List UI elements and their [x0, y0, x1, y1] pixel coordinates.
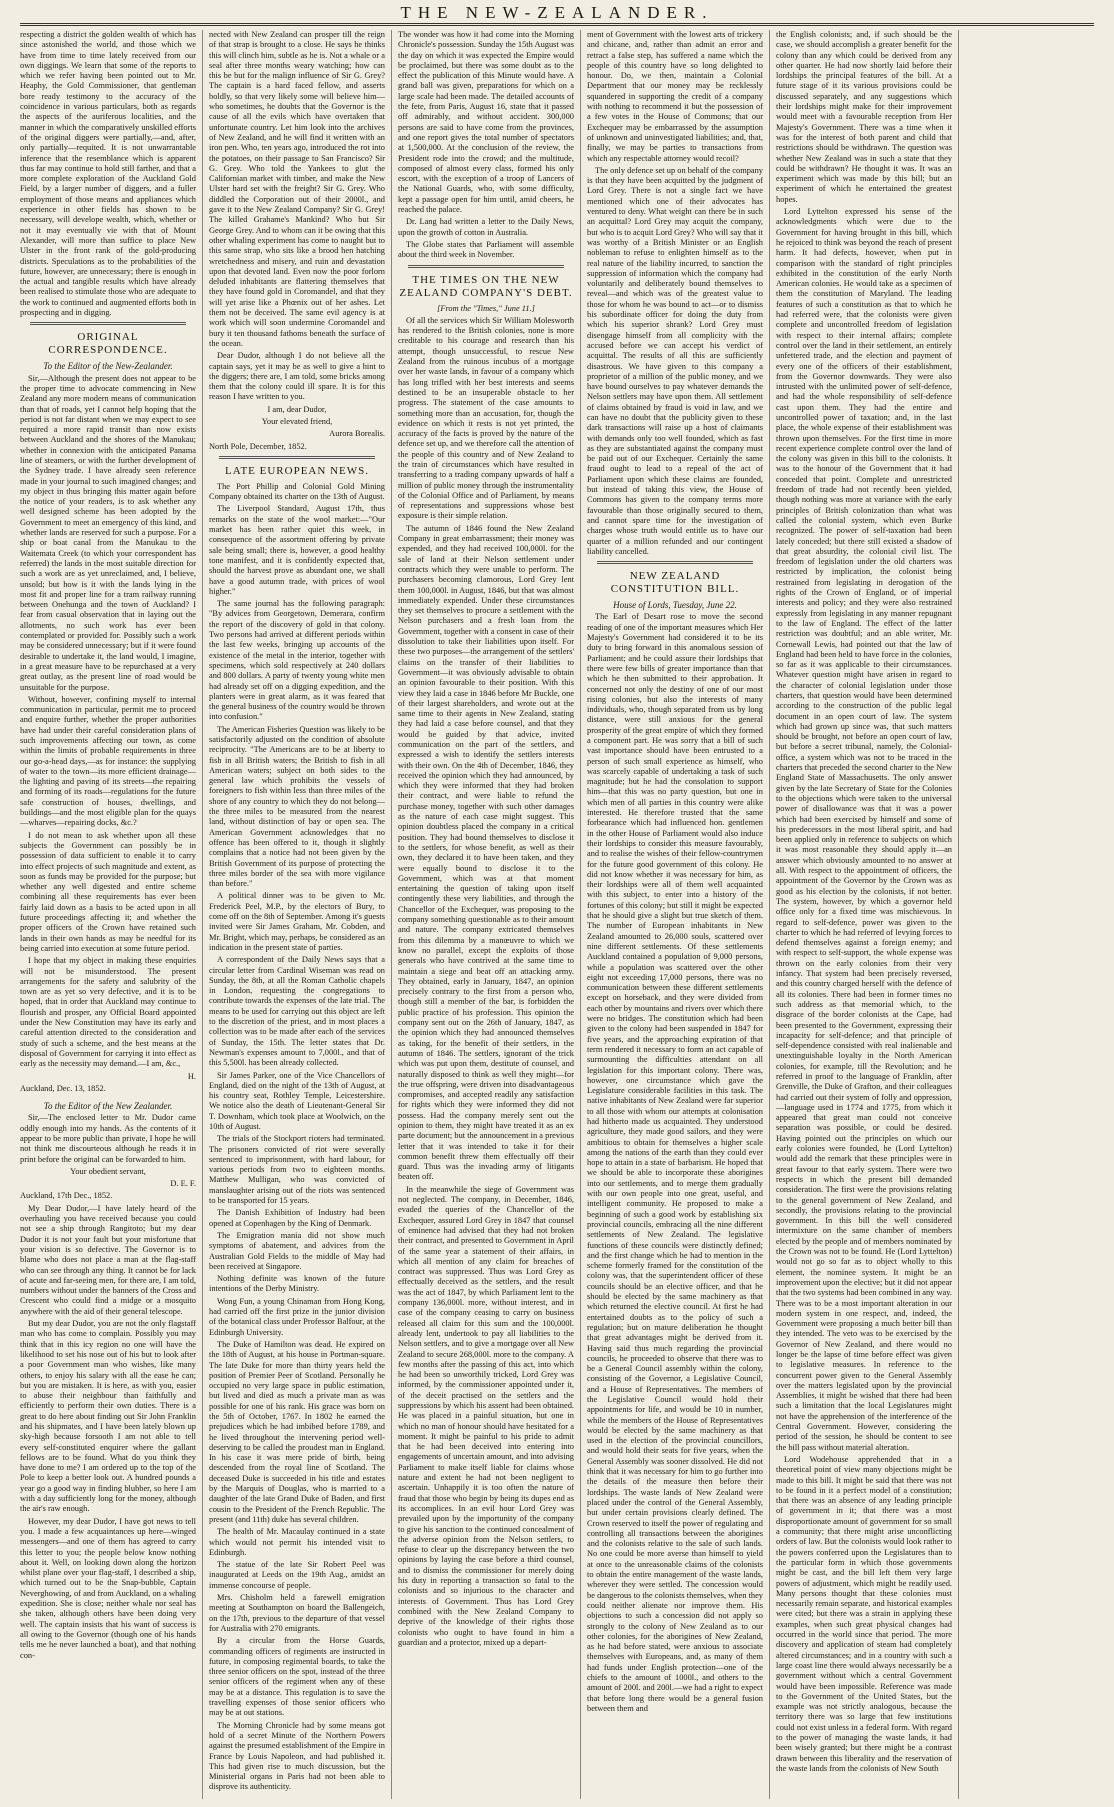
news-paragraph: Wong Fun, a young Chinaman from Hong Kong, had carried off the first prize in the junior division of the botanical class under Professor Balfour, at the Edinburgh University. — [209, 1296, 385, 1337]
section-heading: THE TIMES ON THE NEW ZEALAND COMPANY'S DEBT. — [399, 273, 573, 299]
news-paragraph: A correspondent of the Daily News says that a circular letter from Cardinal Wiseman was read on Sunday, the 8th, at all the Roman Catholic chapels in London, requesting the congregations to contribute towards the expenses of the late trial. The means to be used for carrying out this object are left to the discretion of the priest, and in most places a collection was to be made after each of the services of Sunday, the 15th. The letter states that Dr. Newman's expenses amount to 7,000l., and that of this 5,500l. has been already collected. — [209, 955, 385, 1068]
letter-signature: H. — [187, 1071, 196, 1081]
section-rule — [597, 563, 753, 564]
article-paragraph: The only defence set up on behalf of the company is that they have been acquitted by the judgment of Lord Grey. There is not a single fact we have mentioned which one of their advocates has ventured to deny. What weight can there be in such an acquittal? Lord Grey may acquit the company, but who is to acquit Lord Grey? Who will say that it was worthy of a British Minister or an English nobleman to refuse to enlighten himself as to the real nature of the liability incurred, to sanction the suppression of information which the company had voluntarily and deliberately bound themselves to reveal—and which was of the greatest value to those for whom he was bound to act—or to dismiss his subordinate officer for doing the duty from which his superior shrank? Lord Grey must disengage himself from all complicity with the accused before we can accept his verdict of acquittal. The results of all this are sufficiently disastrous. We have given to this company a proprietor of a million of the public money, and we have bound ourselves to pay whatever demands the Nelson settlers may have upon them. All settlement of claims obtained by fraud is void in law, and we can have no doubt that the publicity given to these dark transactions will raise up a host of claimants with demands only too well founded, which as fast as they are substantiated against the company must be paid out of our Exchequer. Certainly the same fraud ought to lead to a repeal of the act of Parliament upon which these claims are founded, but instead of taking this view, the House of Commons has given to the company terms more favourable than those originally secured to them, and cannot spare time for the investigation of charges whose truth would entitle us to have our quarter of a million refunded and our contingent liability cancelled. — [587, 165, 763, 556]
letter-paragraph: Sir,—The enclosed letter to Mr. Dudor came oddly enough into my hands. As the contents of it appear to be more public than private, I hope he will not think me discourteous although he reads it in print before the original can be forwarded to him. — [20, 1113, 196, 1164]
news-paragraph: The Morning Chronicle had by some means got hold of a secret Minute of the Northern Powers against the presumed establishment of the Empire in France by Louis Napoleon, and had published it. This had given rise to much discussion, but the Ministerial organs in Paris had not been able to disprove its authenticity. — [209, 1720, 385, 1792]
section-rule — [597, 561, 753, 562]
news-paragraph: The wonder was how it had come into the Morning Chronicle's possession. Sunday the 15th August was the day on which it was expected the Empire would be proclaimed, but there was some doubt as to the effect the publication of this Minute would have. A grand ball was given, preparations for which on a large scale had been made. The detailed accounts of the fete, from Paris, August 16, state that it passed off admirably, and without accident. 300,000 persons are said to have come from the provinces, and one report gives the total number of spectators at 1,500,000. At the conclusion of the review, the President rode into the crowd; and the multitude, composed of almost every class, formed his only escort, with the exception of a troop of Lancers of the National Guards, who, with some difficulty, kept a passage open for him until, amid cheers, he reached the palace. — [398, 30, 574, 215]
news-paragraph: The American Fisheries Question was likely to be satisfactorily adjusted on the condition of absolute reciprocity. "The Americans are to be at liberty to fish in all British waters; the British to fish in all American waters; subject on both sides to the general law which prohibits the vessels of foreigners to fish within less than three miles of the shore of any country to which they do not belong—the three miles to be measured from the nearest land, without distinction of bay or open sea. The American Government acknowledges that no offence has been offered to it, though it slightly complains that a notice had not been given by the British Government of its purpose of protecting the three miles border of the sea with more vigilance than before." — [209, 724, 385, 889]
section-rule — [219, 456, 375, 457]
letter-dateline: Auckland, Dec. 13, 1852. — [20, 1083, 106, 1093]
letter-dateline: North Pole, December, 1852. — [209, 441, 307, 451]
section-heading: LATE EUROPEAN NEWS. — [225, 464, 369, 477]
news-paragraph: The same journal has the following paragraph: "By advices from Georgetown, Demerara, confirm the report of the discovery of gold in that colony. Two persons had arrived at different periods within the last few weeks, bringing up accounts of the existence of the metal in the interior, together with specimens, which sold respectively at 240 dollars and 800 dollars. A party of twenty young white men had already set off on a digging expedition, and the planters were in great alarm, as it was feared that the general business of the country would be thrown into confusion." — [209, 599, 385, 722]
column-divider — [769, 30, 770, 1799]
column-2 — [209, 30, 385, 1799]
news-paragraph: The health of Mr. Macaulay continued in a state which would not permit his intended visit to Edinburgh. — [209, 1527, 385, 1557]
section-rule — [408, 267, 564, 268]
news-paragraph: The Port Phillip and Colonial Gold Mining Company obtained its charter on the 13th of August. — [209, 481, 385, 502]
article-paragraph: Lord Lyttelton expressed his sense of the acknowledgments which were due to the Government for having brought in this bill, which he rejoiced to think was beyond the reach of present harm. It had defects, however, when put in comparison with the standard of right principles exhibited in the constitution of the early North American colonies. He would take as a specimen of them the constitution of Maryland. The leading features of such a constitution as that to which he had referred were, that the colonists were given complete and uncontrolled freedom of legislation with respect to their internal affairs; complete control over the land in their settlement, an entirely unfettered trade, and the election and payment of every one of the officers of their establishment, from the Governor downwards. They were also intrusted with the unlimited power of self-defence, and had the whole responsibility of self-defence cast upon them. They had the entire and uncontrolled power of taxation; and, in the last place, the whole expense of their establishment was thrown upon themselves. For the first time in more recent experience complete control over the land of the colony was given in this bill to the colonists. It was to the honour of the Government that it had conceded that point. Complete and unrestricted freedom of trade had not recently been yielded, though nothing was more at variance with the early principles of British colonization than what was called the colonial system, which even Burke recognized. The power of self-taxation had been lately conceded; but there still existed a shadow of that great absurdity, the colonial civil list. The freedom of legislation under the old charters was restricted by implication, the colonist being restrained from legislating in derogation of the rights of the Crown of England, or of imperial interests and policy; and they were also restrained expressly from legislating in any manner repugnant to the law of England. The effect of the latter restriction was doubtful; and an able writer, Mr. Cornewall Lewis, had pointed out that the law of England had been held to have force in the colonies, so far as it was applicable to their circumstances. Whatever question might have arisen in regard to the character of colonial legislation under those charters, that question would have been determined according to the construction of the public legal document in an open court of law. The system which had grown up since was, that such matters should be brought, not before an open court of law, but before a secret tribunal, namely, the Colonial-office, a system which was not to be traced in the charters that preceded the second charter to the New England State of Massachusetts. The only answer given by the late Secretary of State for the Colonies to the objections which were taken to the universal power of disallowance was that it was a power which had been exercised by himself and some of his predecessors in the most liberal spirit, and had been applied only in reference to subjects on which it was most reasonable they should apply it—an answer which obviously amounted to no answer at all. With respect to the appointment of officers, the appointment of the Governor by the Crown was as good as his election by the colonists, if not better. The system, however, by which a governor held office only for a fixed time was mischievous. In regard to self-defence, power was given to the charter to which he had referred of levying forces to defend themselves against a foreign enemy; and with respect to self-support, the whole expense was thrown on the early colonies from their very infancy. That system had been precisely reversed, and this country charged herself with the defence of all its colonies. There had been in former times no such address as that memorial which, to the disgrace of the border colonists at the Cape, had been presented to the Government, expressing their incapacity for self-defence; and that principle of self-dependence consisted with real inalienable and unextinguishable loyalty in the North American colonies, for example, till the Revolution; and he referred in proof to the language of Franklin, after Grenville, the Duke of Grafton, and their colleagues had carried out their system of folly and oppression,—language used in 1774 and 1775, from which it appeared that great man could not conceive separation was possible, or could be desired. Having pointed out the principles on which our early colonies were founded, he (Lord Lyttelton) would add the remark that these principles were in great favour to that early system. There were two respects in which the present bill demanded consideration. The first were the provisions relating to the general government of New Zealand, and secondly, the provisions relating to the provincial government. In this bill the well considered intermixture on the same chamber of members elected by the people and of members nominated by the Crown was not to be found. He (Lord Lyttelton) would not go so far as to object wholly to this element, the nominee system. It might be an improvement upon the elective; but it did not appear that the two systems had been combined in any way. There was to be a most important alteration in our modern system in one respect, and, indeed, the Government were proposing a much better bill than they intended. The veto was to be exercised by the Governor of New Zealand, and there would no longer be the lapse of time before effect was given to legislative measures. In reference to the concurrent power given to the General Assembly over the matters legislated upon by the provincial Assemblies, it might be wished that there had been such a limitation that the local Legislatures might not have the apprehension of the interference of the Central Government. However, considering the period of the session, he should be content to see the bill pass without material alteration. — [776, 207, 952, 1452]
column-divider — [391, 30, 392, 1799]
section-heading: ORIGINAL CORRESPONDENCE. — [48, 331, 168, 357]
article-paragraph: ment of Government with the lowest arts of trickery and chicane, and, rather than admit an error and retract a false step, has suffered a name which the people of this country have so long delighted to honour. Do, we then, maintain a Colonial Department that our money may be recklessly squandered in supporting the credit of a company with nothing to recommend it but the possession of a few votes in the House of Commons; that our Exchequer may be embarrassed by the assumption of unknown and uninvestigated liabilities; and, that, finally, we may be parties to transactions from which any respectable attorney would recoil? — [587, 30, 763, 163]
column-4 — [587, 30, 763, 1799]
news-paragraph: The Globe states that Parliament will assemble about the third week in November. — [398, 239, 574, 260]
article-paragraph: In the meanwhile the siege of Government was not neglected. The company, in December, 1846, evaded the queries of the Chancellor of the Exchequer, assured Lord Grey in 1847 that counsel of eminence had advised that they had not broken their contract, and presented to Government in April of the same year a statement of their affairs, in which all mention of any claim for breaches of contract was suppressed. Thus was Lord Grey as effectually deceived as the settlers, and the result was the act of 1847, by which Parliament lent to the company 136,000l. more, without interest, and in case of the company ceasing to carry on business released all claim for this sum and the 100,000l. already lent, undertook to pay all liabilities to the Nelson settlers, and to give a mortgage over all New Zealand to secure 268,000l. more to the company. A few months after the passing of this act, into which he had been so unworthily tricked, Lord Grey was informed, by the commissioner appointed under it, of the deceit practised on the settlers and the suppressions by which his assent had been obtained. He was placed in a painful situation, but one in which no man of honour should have hesitated for a moment. It might be painful to his pride to admit that he had been deceived into entering into engagements of uncertain amount, and into advising Parliament to make itself liable for claims whose nature and extent he had not been negligent to ascertain. Unhappily it is too often the nature of fraud that those who begin by being its dupes end as its accomplices. In an evil hour Lord Grey was prevailed upon by the importunity of the company to give his sanction to the continued concealment of the adverse opinion from the Nelson settlers, to refuse to clear up the discrepancy between the two opinions by laying the case before a third counsel, and to dismiss the commissioner for merely doing his duty in reporting a transaction so fatal to the colonists and so injurious to the character and interests of Government. Thus has Lord Grey combined with the New Zealand Company to deprive of the knowledge of their rights those colonists who ought to have found in him a guardian and a protector, mixed up a depart- — [398, 1184, 574, 1647]
news-paragraph: The Liverpool Standard, August 17th, thus remarks on the state of the wool market:—"Our market has been rather quiet this week, in consequence of the assortment offering by private sale being small; there is, however, a good healthy tone manifest, and it is confidently expected that, should the harvest prove as abundant one, we shall have a good autumn trade, with prices of wool higher." — [209, 504, 385, 596]
column-5 — [776, 30, 1094, 1799]
masthead-rule — [20, 23, 1094, 24]
letter-paragraph: But my dear Dudor, you are not the only flagstaff man who has come to complain. Possibly you may think that in this icy region no one will have the likelihood to set his nose out of his but to look after a poor Government man who wishes, like many others, to enjoy his salary with all the ease he can; but you are mistaken. It is here, as with you, easier to abuse their neighbour than faithfully and efficiently to perform their own duties. There is a great to do here about finding out Sir John Franklin and his shipmates, and I have been lately blown up sky-high because forsooth I am not able to tell every self-constituted enquirer where the gallant fellows are to be found. What do you think they have done to me? I am ordered up to the top of the Pole to keep a better look out. A hundred pounds a year go a good way in finding blubber, so here I am with a day sufficiently long for the money, although the air's raw enough. — [20, 1319, 196, 1514]
article-paragraph: respecting a district the golden wealth of which has since astonished the world, and those which we have from time to time lately received from our own diggings. We learn that some of the reports to which we refer having been pointed out to Mr. Heaphy, the Gold Commissioner, that gentleman bore ready testimony to the accuracy of the coincidence in various particulars, both as regards the aspects of the auriferous localities, and the manner in which the comparatively unskilled efforts of the original diggers were partially,—and, after, only partially—requited. It is not unwarrantable inference that the resemblance which is apparent thus far may continue to hold still farther, and that a more complete exploration of the Auckland Gold Field, by a larger number of diggers, and a fuller employment of those means and appliances which experience in other fields has shown to be necessary, will develope wealth, which, whether or not it may eventually vie with that of Mount Alexander, will more than suffice to place New Ulster in the front rank of the gold-producing districts. Speculations as to the probabilities of the future, however, are unnecessary; there is enough in the actual and tangible results which have already been realised to stimulate those who are adequate to the work to continued and augmented efforts both in prospecting and in digging. — [20, 30, 196, 318]
letter-paragraph: Sir,—Although the present does not appear to be the proper time to advocate commencing in New Zealand any more modern means of communication than that of roads, yet I cannot help hoping that the period is not far distant when we may expect to see required a more rapid transit than now exists between Auckland and the shores of the Manukau; whether in connexion with the anticipated Panama line of steamers, or with the further development of the Sydney trade. I have already seen reference made in your journal to such imagined changes; and my object in thus bringing this matter again before the notice of your readers, is to ask whether any well designed scheme has been adopted by the Government to meet an emergency of this kind, and whether lands are reserved for such a purpose. For a ship or boat canal from the Manukau to the Waitemata Creek (to which your correspondent has referred) the lands in the most suitable direction for such a work are as yet unreclaimed, and, I believe, unsold; but how is it with the lands lying in the most fit and proper line for a tram railway running between Onehunga and the town of Auckland? I fear from casual observation that in laying out the allotments, no such work has ever been contemplated or provided for. Possibly such a work may be considered unnecessary; but if it were found desirable to undertake it, the land would, I imagine, in a great measure have to be repurchased at a very great outlay, as the present line of road would be unsuitable for the purpose. — [20, 373, 196, 692]
letter-paragraph: I do not mean to ask whether upon all these subjects the Government can possibly be in possession of data sufficient to enable it to carry into effect projects of such magnitude and extent, as soon as funds may be provided for the purpose; but whether any well digested and entire scheme combining all these requirements has ever been fairly laid down as a basis to be acted upon in all future proceedings affecting it; and whether the proper officers of the Crown have retained such lands in their own hands as may be needful for its being carried into execution at some future period. — [20, 830, 196, 953]
letter-paragraph: Without, however, confining myself to internal communication in particular, permit me to proceed and enquire further, whether the proper authorities have had under their careful consideration plans of such improvements affecting our town, as come within the limits of probable requirements in three our go-a-head days,—as for instance: the supplying of water to the town—its more efficient drainage—the lighting and paving of its streets—the repairing and forming of its roads—regulations for the future safe construction of houses, dwellings, and buildings—and the most eligible plan for the quays—wharves—repairing docks, &c.? — [20, 694, 196, 828]
letter-closing: Your obedient servant, — [70, 1166, 146, 1176]
article-paragraph: the English colonists; and, if such should be the case, we should accomplish a greater benefit for the colony than any which could be derived from any other quarter. He had now shortly laid before their lordships the principal features of the bill. At a future stage of it its various provisions could be discussed separately, and any suggestions which their lordships might make for their improvement would meet with a favourable reception from Her Majesty's Government. There was a time when it was for the interest of both parent and child that restrictions should be withdrawn. The question was whether New Zealand was in such a state that they could be withdrawn? He thought it was. It was an experiment which was made by this bill; but an experiment of which he entertained the greatest hopes. — [776, 30, 952, 204]
column-divider — [580, 30, 581, 1799]
section-rule — [219, 458, 375, 459]
letter-paragraph: nected with New Zealand can prosper till the reign of that strap is brought to a close. He says he thinks this will clinch him, subtle as he is. Not a whale or a seal after three months weary watching; how can this be but for the malign influence of Sir G. Grey? The captain is a hard faced fellow, and asserts boldly, so that very likely some will believe him—who sometimes, he doubts that the Governor is the cause of all the evils which have overtaken that unfortunate country. Let him look into the archives of New Zealand, and he will find it written with an iron pen. Who, ten years ago, introduced the rot into the potatoes, on their passage to San Francisco? Sir G. Grey. Who told the Yankees to glut the Californian market with timber, and make the New Ulster hard set with the freight? Sir G. Grey. Who diddled the Corporation out of their 2000l., and gave it to the New Zealand Company? Sir G. Grey! The killed Grahame's Mankind? Who but Sir George Grey. And to whom can it be owing that this other whaling experiment has come to naught but to this same strap, who sits like a brood hen hatching wretchedness and misery, and ruin and devastation upon that devoted land. Even now the poor forlorn deluded inhabitants are flattering themselves that they have found gold in Coromandel, and that they will yet arise like a Phœnix out of her ashes. Let them not be deceived. The same evil agency is at work which will soon undermine Coromandel and bury it ten thousand fathoms beneath the surface of the ocean. — [209, 30, 385, 348]
article-paragraph: The autumn of 1846 found the New Zealand Company in great embarrassment; their money was expended, and they had received 100,000l. for the sale of land at their Nelson settlement under contracts which they were unable to perform. The purchasers becoming clamorous, Lord Grey lent them 100,000l. in August, 1846, but that was almost immediately expended. Under these circumstances they set themselves to procure a settlement with the Nelson purchasers and a fresh loan from the Government, together with a consent in case of their dissolution to take their liabilities upon itself. For these two purposes—the arrangement of the settlers' claims on the transfer of their liabilities to Government—it was obviously advisable to obtain an opinion favourable to their position. With this view they laid a case in 1846 before Mr Buckle, one of their largest shareholders, and wrote out at the same time to their agents in New Zealand, stating they had laid a case before counsel, and that they would be guided by that advice, invited communication on the part of the settlers, and expressed a wish to identify the settlers interests with their own. On the 4th of December, 1846, they received the opinion which they had announced, by which they were informed that they had broken their contract, and were liable to refund the purchase money, together with such other damages as the nature of each case might suggest. This opinion doubtless placed the company in a critical position. They had bound themselves to disclose it to the settlers, for whose benefit, as well as their own, they declared it to have been taken, and they were equally bound to disclose it to the Government, which was at that moment entertaining the question of taking upon itself contingently these very liabilities, and through the Chancellor of the Exchequer, was proposing to the company something questionable as to their amount and nature. The company extricated themselves from this dilemma by a manœuvre to which we know no parallel, except the exploits of those generals who have contrived at the same time to maintain a siege and beat off an attacking army. They obtained, early in January, 1847, an opinion precisely contrary to the first from a person who, though still a member of the bar, is forbidden the public practice of his profession. This opinion the company sent out on the 26th of January, 1847, as the opinion which they had announced themselves as taking, for the benefit of their settlers, in the autumn of 1846. The settlers, ignorant of the trick which was put upon them, destitute of counsel, and naturally disposed to think as well they might—for the true offspring, were driven into disadvantageous compromises, and accepted readily any satisfaction for rights which they were informed they did not possess. Had the company merely sent out the opinion to them, they might have treated it as an ex parte document; but the announcement in a previous letter that it was intended to take it for their common benefit threw them effectually off their guard. Thus was the invading army of litigants beaten off. — [398, 523, 574, 1182]
section-rule — [30, 322, 186, 323]
article-paragraph: Lord Wodehouse apprehended that in a theoretical point of view many objections might be made to this bill. It might be said that there was not to be found in it a perfect model of a constitution; that there was an absence of any leading principle of government in it; that there was a most disproportionate amount of government for so small a community; that there might arise unconflicting orders of law. But the colonists would look rather to the powers conferred upon the Legislatures than to the particular form in which those governments might be cast, and the bill left them very large powers of adjustment, which might be readily used. Many persons thought that these colonies must necessarily remain separate, and historical examples were cited; but there was a strain in applying these examples, when such great physical changes had occurred in the world since that period. The more discovery and application of steam had completely altered circumstances; and in a country with such a large coast line there would always necessarily be a government without which a central Government would have been impossible. Reference was made to the Government of the United States, but the example was not strictly analogous, because the territory there was so large that few institutions could not exist unless in a federal form. With regard to the power of managing the waste lands, it had been wisely granted; but there might be a contrast drawn between this liberality and the reservation of the waste lands from the colonists of New South — [776, 1454, 952, 1773]
news-paragraph: The Danish Exhibition of Industry had been opened at Copenhagen by the King of Denmark. — [209, 1208, 385, 1228]
news-paragraph: By a circular from the Horse Guards, commanding officers of regiments are instructed in future, in composing regimental boards, to take the three senior officers on the spot, instead of the three senior officers of the regiment when any of these may be at a distance. This regulation is to save the travelling expenses of those senior officers who may be at out stations. — [209, 1636, 385, 1718]
column-divider — [958, 30, 959, 1799]
news-paragraph: The Emigration mania did not show much symptoms of abatement, and advices from the Australian Gold Fields to the middle of May had been received at Singapore. — [209, 1230, 385, 1271]
letter-paragraph: However, my dear Dudor, I have got news to tell you. I made a few acquaintances up here—winged messengers—and one of them has agreed to carry this letter to you; the people below know nothing about it. Well, on looking down along the horizon whilst plane over your flag-staff, I described a ship, which turned out to be the Snap-bubble, Captain Neverghowing, of and from Auckland, on a whaling expedition. She is close; neither whale nor seal has she taken, although others have been doing very well. The captain insists that his want of success is all owing to the Governor (though one of his hands tells me he never launched a boat), and that nothing con- — [20, 1516, 196, 1660]
letter-paragraph: I hope that my object in making these enquiries will not be misunderstood. The present arrangements for the safety and salubrity of the town are as yet so very defective, and it is to be hoped, that in order that Auckland may continue to flourish and prosper, any Official Board appointed under the New Constitution may have its early and careful attention directed to the consideration and study of such a scheme, and the best means at the disposal of Government for carrying it into effect as early as the necessity may demand.—I am, &c., — [20, 956, 196, 1069]
news-paragraph: A political dinner was to be given to Mr. Frederick Peel, M.P., by the electors of Bury, to come off on the 8th of September. Among it's guests invited were Sir James Graham, Mr. Cobden, and Mr. Bright, which may, perhaps, be considered as an indication in the present state of parties. — [209, 891, 385, 952]
letter-dateline: Auckland, 17th Dec., 1852. — [20, 1191, 113, 1201]
news-paragraph: The trials of the Stockport rioters had terminated. The prisoners convicted of riot were severally sentenced to imprisonment, with hard labour, for various periods from two to eighteen months. Matthew Mulligan, who was convicted of manslaughter arising out of the riots was sentenced to be transported for 15 years. — [209, 1134, 385, 1206]
letter-paragraph: Dear Dudor, although I do not believe all the captain says, yet it may be as well to give a hint to the diggers; there are, I am told, some bricks among them that the colony could ill spare. It is for this reason I have written to you. — [209, 351, 385, 402]
article-source: [From the "Times," June 11.] — [437, 303, 535, 313]
news-paragraph: Mrs. Chisholm held a farewell emigration meeting at Southampton on board the Ballengeich, on the 17th, previous to the departure of that vessel for Australia with 270 emigrants. — [209, 1593, 385, 1633]
column-1 — [20, 30, 196, 1799]
letter-closing: I am, dear Dudor, — [267, 404, 327, 414]
letter-signature: Aurora Borealis. — [329, 429, 385, 439]
article-paragraph: Of all the services which Sir William Molesworth has rendered to the British colonies, none is more creditable to his courage and research than his attempt, though unsuccessful, to rescue New Zealand from the ruinous incubus of a mortgage over her waste lands, in favour of a company which has long trifled with her best interests and seems destined to be an insuperable obstacle to her progress. The statement of the case amounts to something more than an accusation, for, though the evidence on which it rests is not yet printed, the accuracy of the facts is proved by the nature of the defence set up, and we therefore call the attention of the people of this country and of New Zealand to the train of circumstances which have resulted in transferring to a trading company upwards of half a million of public money through the instrumentality of the Colonial Office and of Parliament, by means of representations and suppressions whose best exposure is their simple relation. — [398, 315, 574, 521]
news-paragraph: Dr. Lang had written a letter to the Daily News, upon the growth of cotton in Australia. — [398, 217, 574, 237]
news-paragraph: The statue of the late Sir Robert Peel was inaugurated at Leeds on the 19th Aug., amidst an immense concourse of people. — [209, 1560, 385, 1590]
masthead-rule-lower — [20, 25, 1094, 26]
section-rule — [30, 324, 186, 325]
letter-closing: Your elevated friend, — [261, 416, 333, 426]
letter-paragraph: My Dear Dudor,—I have lately heard of the overhauling you have received because you could not see a ship through Rangitoto; but my dear Dudor it is not your fault but your misfortune that your vision is so defective. The Governor is to blame who does not place a man at the flag-staff who can see through any thing. It cannot be for lack of acute and far-seeing men, for there are, I am told, numbers without under the banners of the Cross and Crescent who could find a midge or a mosquito anywhere with the aid of their general telescope. — [20, 1203, 196, 1316]
news-paragraph: Sir James Parker, one of the Vice Chancellors of England, died on the night of the 13th of August, at his country seat, Rothley Temple, Leicestershire. We notice also the death of Lieutenant-General Sir T. Downham, which took place at Woolwich, on the 10th of August. — [209, 1070, 385, 1131]
news-paragraph: The Duke of Hamilton was dead. He expired on the 18th of August, at his house in Portman-square. The late Duke for more than thirty years held the position of Premier Peer of Scotland. Personally he occupied no very large space in public estimation, but lived and died as much a private man as was possible for one of his rank. His grace was born on the 5th of October, 1767. In 1802 he earned the prejudices which he had imbibed before 1789, and he lived throughout the intervening period well-deserving to be called the proudest man in England. In his case it was mere pride of birth, being descended from the royal line of Scotland. The deceased Duke is succeeded in his title and estates by the Marquis of Douglas, who is married to a daughter of the late Grand Duke of Baden, and first cousin to the President of the French Republic. The present (and 11th) duke has several children. — [209, 1339, 385, 1524]
section-subheading: House of Lords, Tuesday, June 22. — [613, 600, 737, 611]
masthead: THE NEW-ZEALANDER. — [400, 3, 714, 22]
letter-signature: D. E. F. — [170, 1179, 196, 1189]
column-3 — [398, 30, 574, 1799]
column-divider — [202, 30, 203, 1799]
news-paragraph: Nothing definite was known of the future intentions of the Derby Ministry. — [209, 1274, 385, 1294]
section-heading: NEW ZEALAND CONSTITUTION BILL. — [610, 570, 740, 596]
article-paragraph: The Earl of Desart rose to move the second reading of one of the important measures which Her Majesty's Government had considered it to be its duty to bring forward in this anomalous session of Parliament; and he could assure their lordships that there were few bills of greater importance than that which he then submitted to their approbation. It concerned not only the destiny of one of our most rising colonies, but also the interests of many individuals, who, though separated from us by long distance, were still anxious for the general prosperity of the great empire of which they formed a component part. He was sorry that a bill of such vast importance should have been entrusted to a person of such small experience as himself, who was scarcely capable of undertaking a task of such magnitude; but he had the consolation to support him—that this was no party question, but one in which men of all parties in this country were alike interested. He therefore trusted that the same forbearance which had influenced hon. gentlemen in the other House of Parliament would also induce their lordships to consider this measure favourably, and to realise the wishes of their fellow-countrymen for the future good government of this colony. He did not know whether it was necessary for him, as their lordships were all of them well acquainted with this subject, to enter into a history of the fortunes of this colony; but still it might be expected that he should give a slight but true sketch of them. The number of European inhabitants in New Zealand amounted to 26,000 souls, scattered over nine different settlements. Of these settlements Auckland contained a population of 9,000 persons, while a population was scattered over the other eight not exceeding 17,000 persons, there was no communication between these different settlements except on horseback, and they were divided from each other by mountains and rivers over which there were no bridges. The constitution which had been given to the colony had been suspended in 1847 for five years, and the approaching expiration of that term rendered it necessary to form an act capable of surmounting the difficulties attendant on all legislation for this important colony. There was, however, one circumstance which gave the Legislature considerable facilities in this task. The native inhabitants of New Zealand were far superior to all those with whom our attempts at colonisation had hitherto made us acquainted. They understood agriculture, they made good sailors, and they were ambitious to obtain for themselves a higher scale among the nations of the earth than they could ever hope to attain in a state of barbarism. He hoped that we should be able to incorporate these aborigines into our settlements, and to merge them gradually with our own people into one great, useful, and intelligent community. He proposed to make a beginning of such a good work by establishing six provincial councils, embracing all the nine different settlements of New Zealand. The legislative functions of these councils were distinctly defined; and the first change which he had to mention in the scheme formerly framed for the constitution of the colony was, that the superintendent officer of these councils should be an elective officer, and that he should be elected by the same machinery as that which returned the elective council. At first he had entertained doubts as to the policy of such a regulation; but on mature deliberation he thought that great advantages might be derived from it. Having said thus much regarding the provincial councils, he proceeded to observe that there was to be a General Council assembly within the colony, consisting of the Governor, a Legislative Council, and a House of Representatives. The members of the Legislative Council would hold their appointments for life, and would be 10 in number, while the members of the House of Representatives would be elected by the same machinery as that used in the election of the provincial councillors, and would hold their seats for five years, when the General Assembly was sooner dissolved. He did not think that it was necessary for him to go further into the details of the measure then before their lordships. The waste lands of New Zealand were placed under the control of the General Assembly, but under certain provisions clearly defined. The Crown reserved to itself the power of regulating and controlling all transactions between the aborigines and the colonists relative to the sale of such lands. No one could be more averse than himself to yield at once to the unreasonable claims of the colonists to obtain the entire management of the waste lands, wherever they were settled. The concession would be dangerous to the colonists themselves, when they could neither alienate nor improve them. His objections to such a concession did not apply so strongly to the colony of New Zealand as to our other colonies, for the aborigines of New Zealand, as he had before stated, were anxious to associate themselves with Europeans, and, as many of them had funds under English protection—one of the chiefs to the amount of 1000l., and others to the amount of 200l. and 200l.—we had a right to expect that before long there would be a general fusion between them and — [587, 612, 763, 1713]
letter-salutation: To the Editor of the New Zealander. — [43, 1101, 173, 1112]
section-rule — [408, 265, 564, 266]
letter-salutation: To the Editor of the New-Zealander. — [43, 361, 173, 372]
